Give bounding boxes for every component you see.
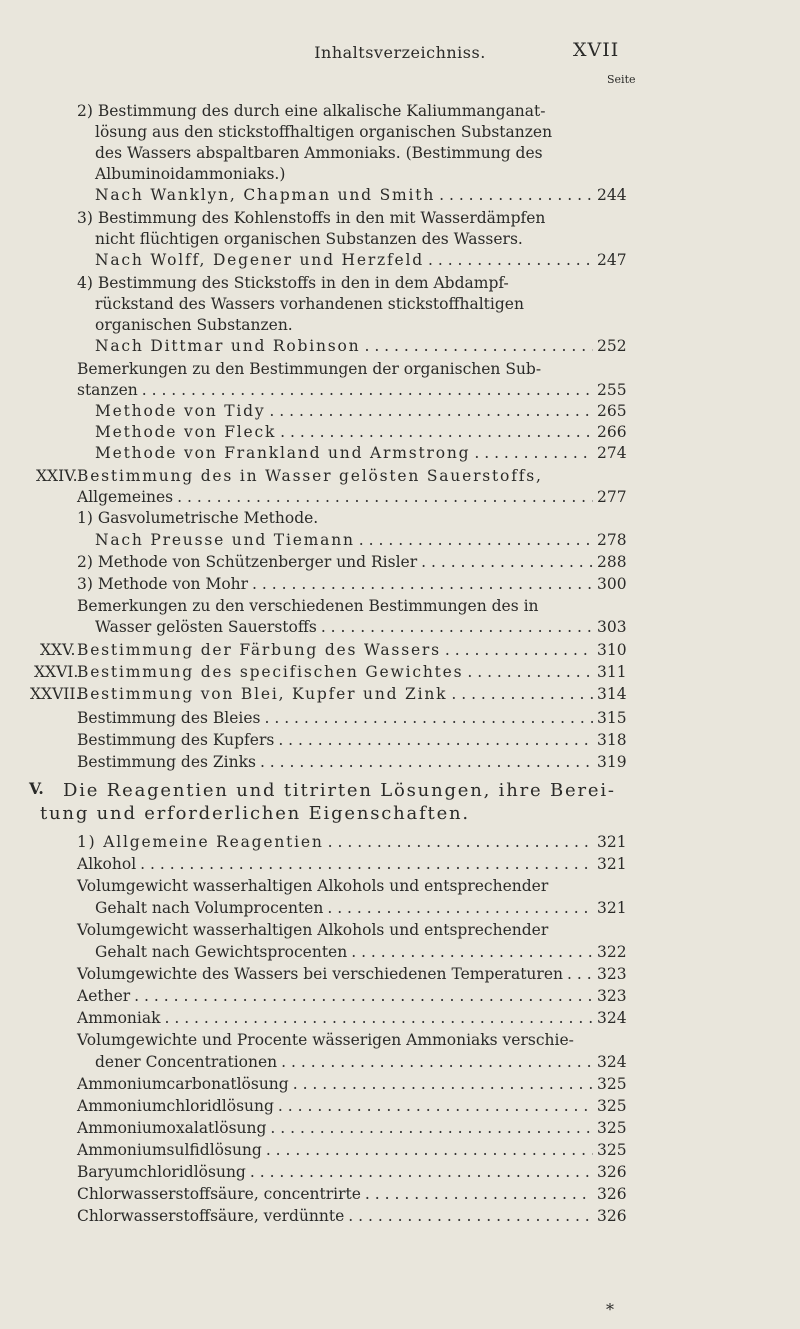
toc-entry bbox=[77, 708, 625, 728]
entry-title: Baryumchloridlösung bbox=[77, 1163, 246, 1181]
toc-line: Volumgewicht wasserhaltigen Alkohols und entsprechender bbox=[77, 921, 549, 939]
entry-title: 2) Methode von Schützenberger und Risler bbox=[77, 553, 418, 571]
entry-title: Gehalt nach Volumprocenten bbox=[95, 899, 324, 917]
leader-dots bbox=[428, 250, 593, 270]
toc-entry bbox=[95, 942, 625, 962]
entry-title: 1) Allgemeine Reagentien bbox=[77, 833, 324, 851]
section-title: Bestimmung von Blei, Kupfer und Zink bbox=[77, 685, 448, 703]
toc-entry bbox=[77, 574, 625, 594]
entry-title: Methode von Fleck bbox=[95, 423, 277, 441]
entry-title: Chlorwasserstoffsäure, verdünnte bbox=[77, 1207, 345, 1225]
entry-page: 247 bbox=[597, 251, 627, 269]
leader-dots bbox=[359, 530, 593, 550]
leader-dots bbox=[293, 1074, 593, 1094]
entry-page: 265 bbox=[597, 402, 627, 420]
toc-entry bbox=[95, 185, 625, 205]
leader-dots bbox=[270, 1118, 593, 1138]
toc-entry bbox=[77, 1118, 625, 1138]
entry-page: 324 bbox=[597, 1053, 627, 1071]
leader-dots bbox=[252, 574, 593, 594]
entry-title: Allgemeines bbox=[77, 488, 174, 506]
toc-line: 4) Bestimmung des Stickstoffs in den in dem Abdampf- bbox=[77, 274, 509, 292]
entry-title: Ammoniumchloridlösung bbox=[77, 1097, 274, 1115]
toc-entry bbox=[77, 752, 625, 772]
leader-dots bbox=[467, 662, 593, 682]
entry-title: Methode von Frankland und Armstrong bbox=[95, 444, 471, 462]
leader-dots bbox=[134, 986, 593, 1006]
entry-page: 323 bbox=[597, 965, 627, 983]
leader-dots bbox=[567, 964, 593, 984]
entry-title: Nach Preusse und Tiemann bbox=[95, 531, 355, 549]
toc-line: des Wassers abspaltbaren Ammoniaks. (Bestimmung des bbox=[95, 144, 543, 162]
running-head: Inhaltsverzeichniss. bbox=[314, 43, 486, 62]
leader-dots bbox=[266, 1140, 593, 1160]
entry-page: 322 bbox=[597, 943, 627, 961]
entry-page: 310 bbox=[597, 641, 627, 659]
section-number: XXVI. bbox=[34, 663, 79, 681]
toc-entry bbox=[77, 1074, 625, 1094]
toc-line: Bemerkungen zu den verschiedenen Bestimmungen des in bbox=[77, 597, 539, 615]
toc-entry bbox=[77, 1008, 625, 1028]
leader-dots bbox=[280, 422, 593, 442]
toc-entry bbox=[77, 854, 625, 874]
entry-page: 325 bbox=[597, 1119, 627, 1137]
toc-entry bbox=[95, 443, 625, 463]
section-title: Bestimmung der Färbung des Wassers bbox=[77, 641, 441, 659]
leader-dots bbox=[142, 380, 593, 400]
toc-entry bbox=[95, 1052, 625, 1072]
section-number: XXVII. bbox=[30, 685, 81, 703]
toc-entry bbox=[95, 401, 625, 421]
entry-title: Bestimmung des Bleies bbox=[77, 709, 261, 727]
leader-dots bbox=[140, 854, 593, 874]
toc-line: lösung aus den stickstoffhaltigen organischen Substanzen bbox=[95, 123, 553, 141]
entry-title: Ammoniumsulfidlösung bbox=[77, 1141, 262, 1159]
chapter-title: Die Reagentien und titrirten Lösungen, ihre Berei- bbox=[63, 780, 616, 801]
leader-dots bbox=[451, 684, 593, 704]
section-title: Bestimmung des specifischen Gewichtes bbox=[77, 663, 464, 681]
leader-dots bbox=[421, 552, 593, 572]
entry-page: 321 bbox=[597, 833, 627, 851]
toc-line: 3) Bestimmung des Kohlenstoffs in den mit Wasserdämpfen bbox=[77, 209, 546, 227]
entry-title: Nach Dittmar und Robinson bbox=[95, 337, 361, 355]
toc-entry bbox=[95, 422, 625, 442]
entry-title: Methode von Tidy bbox=[95, 402, 266, 420]
entry-page: 315 bbox=[597, 709, 627, 727]
toc-entry bbox=[95, 336, 625, 356]
toc-entry bbox=[95, 250, 625, 270]
section-entry bbox=[77, 640, 625, 660]
toc-line: 2) Bestimmung des durch eine alkalische Kaliummanganat- bbox=[77, 102, 546, 120]
entry-title: dener Concentrationen bbox=[95, 1053, 278, 1071]
entry-page: 321 bbox=[597, 899, 627, 917]
leader-dots bbox=[278, 1096, 593, 1116]
entry-title: Bestimmung des Zinks bbox=[77, 753, 256, 771]
leader-dots bbox=[348, 1206, 593, 1226]
entry-title: stanzen bbox=[77, 381, 138, 399]
toc-line: Volumgewichte und Procente wässerigen Ammoniaks verschie- bbox=[77, 1031, 574, 1049]
signature-mark: * bbox=[606, 1300, 614, 1319]
leader-dots bbox=[364, 336, 593, 356]
toc-line: Albuminoidammoniaks.) bbox=[95, 165, 286, 183]
chapter-number: V. bbox=[29, 779, 44, 798]
entry-title: Chlorwasserstoffsäure, concentrirte bbox=[77, 1185, 361, 1203]
entry-page: 252 bbox=[597, 337, 627, 355]
leader-dots bbox=[269, 401, 593, 421]
toc-entry bbox=[77, 552, 625, 572]
toc-line: 1) Gasvolumetrische Methode. bbox=[77, 509, 319, 527]
section-number: XXIV. bbox=[36, 467, 78, 485]
entry-title: Volumgewichte des Wassers bei verschiedenen Temperaturen bbox=[77, 965, 563, 983]
leader-dots bbox=[328, 832, 593, 852]
entry-page: 325 bbox=[597, 1097, 627, 1115]
entry-page: 311 bbox=[597, 663, 627, 681]
entry-title: Nach Wolff, Degener und Herzfeld bbox=[95, 251, 424, 269]
entry-page: 266 bbox=[597, 423, 627, 441]
entry-title: Ammoniumoxalatlösung bbox=[77, 1119, 267, 1137]
entry-page: 255 bbox=[597, 381, 627, 399]
entry-title: Ammoniak bbox=[77, 1009, 161, 1027]
toc-entry bbox=[77, 1184, 625, 1204]
toc-entry bbox=[77, 964, 625, 984]
entry-page: 325 bbox=[597, 1075, 627, 1093]
entry-page: 300 bbox=[597, 575, 627, 593]
entry-page: 303 bbox=[597, 618, 627, 636]
leader-dots bbox=[177, 487, 593, 507]
entry-title: Alkohol bbox=[77, 855, 137, 873]
leader-dots bbox=[281, 1052, 593, 1072]
entry-page: 326 bbox=[597, 1207, 627, 1225]
toc-entry bbox=[77, 832, 625, 852]
leader-dots bbox=[250, 1162, 593, 1182]
entry-page: 274 bbox=[597, 444, 627, 462]
section-title: Bestimmung des in Wasser gelösten Sauerstoffs, bbox=[77, 467, 543, 485]
leader-dots bbox=[439, 185, 593, 205]
entry-title: Nach Wanklyn, Chapman und Smith bbox=[95, 186, 436, 204]
leader-dots bbox=[265, 708, 594, 728]
leader-dots bbox=[445, 640, 593, 660]
toc-entry bbox=[77, 380, 625, 400]
section-entry bbox=[77, 684, 625, 704]
column-heading-seite: Seite bbox=[607, 73, 636, 86]
entry-page: 277 bbox=[597, 488, 627, 506]
entry-title: Wasser gelösten Sauerstoffs bbox=[95, 618, 317, 636]
entry-page: 314 bbox=[597, 685, 627, 703]
toc-line: Bemerkungen zu den Bestimmungen der organischen Sub- bbox=[77, 360, 542, 378]
leader-dots bbox=[321, 617, 593, 637]
leader-dots bbox=[365, 1184, 593, 1204]
entry-page: 323 bbox=[597, 987, 627, 1005]
entry-title: 3) Methode von Mohr bbox=[77, 575, 249, 593]
entry-page: 326 bbox=[597, 1163, 627, 1181]
entry-page: 324 bbox=[597, 1009, 627, 1027]
toc-entry bbox=[95, 530, 625, 550]
toc-line: nicht flüchtigen organischen Substanzen des Wassers. bbox=[95, 230, 523, 248]
entry-page: 321 bbox=[597, 855, 627, 873]
entry-title: Ammoniumcarbonatlösung bbox=[77, 1075, 289, 1093]
entry-page: 244 bbox=[597, 186, 627, 204]
leader-dots bbox=[278, 730, 593, 750]
toc-entry bbox=[77, 487, 625, 507]
entry-page: 326 bbox=[597, 1185, 627, 1203]
toc-line: Volumgewicht wasserhaltigen Alkohols und entsprechender bbox=[77, 877, 549, 895]
entry-page: 278 bbox=[597, 531, 627, 549]
toc-entry bbox=[95, 898, 625, 918]
page-number: XVII bbox=[573, 39, 620, 61]
leader-dots bbox=[260, 752, 593, 772]
leader-dots bbox=[474, 443, 593, 463]
entry-page: 288 bbox=[597, 553, 627, 571]
toc-entry bbox=[77, 730, 625, 750]
toc-entry bbox=[77, 1096, 625, 1116]
leader-dots bbox=[351, 942, 593, 962]
toc-line: rückstand des Wassers vorhandenen stickstoffhaltigen bbox=[95, 295, 524, 313]
toc-entry bbox=[95, 617, 625, 637]
entry-title: Bestimmung des Kupfers bbox=[77, 731, 275, 749]
toc-line: organischen Substanzen. bbox=[95, 316, 293, 334]
entry-page: 318 bbox=[597, 731, 627, 749]
chapter-title-cont: tung und erforderlichen Eigenschaften. bbox=[40, 803, 470, 824]
entry-title: Aether bbox=[77, 987, 131, 1005]
toc-entry bbox=[77, 986, 625, 1006]
entry-page: 325 bbox=[597, 1141, 627, 1159]
entry-title: Gehalt nach Gewichtsprocenten bbox=[95, 943, 348, 961]
toc-entry bbox=[77, 1162, 625, 1182]
leader-dots bbox=[327, 898, 593, 918]
section-number: XXV. bbox=[40, 641, 76, 659]
toc-entry bbox=[77, 1206, 625, 1226]
toc-entry bbox=[77, 1140, 625, 1160]
entry-page: 319 bbox=[597, 753, 627, 771]
leader-dots bbox=[165, 1008, 594, 1028]
section-entry bbox=[77, 662, 625, 682]
